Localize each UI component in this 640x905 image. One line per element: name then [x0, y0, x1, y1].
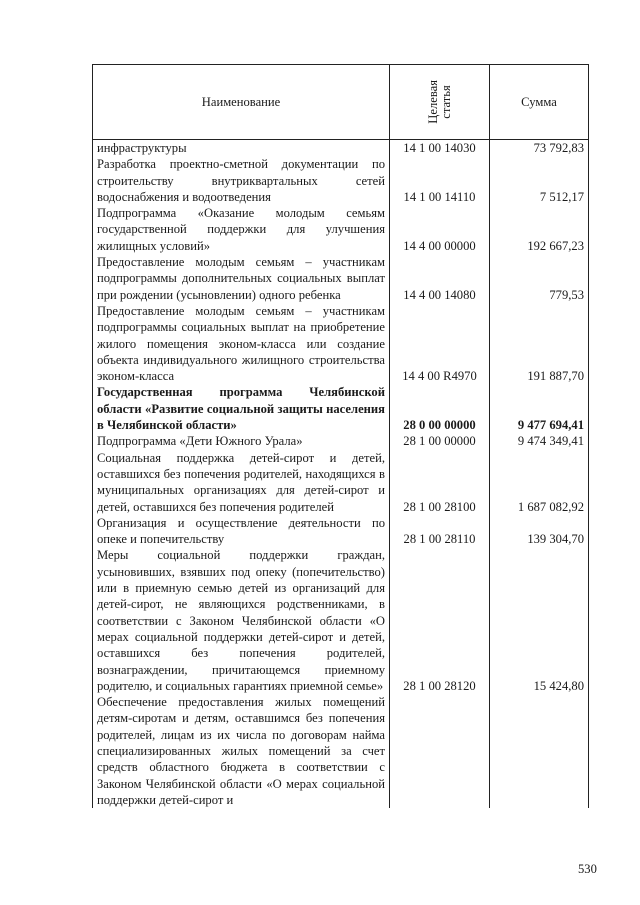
table-row [93, 254, 589, 303]
row-code-cell: 14 1 00 14110 [390, 156, 490, 205]
row-code-cell: 14 4 00 00000 [390, 205, 490, 254]
row-code-cell: 14 4 00 14080 [390, 254, 490, 303]
row-sum-cell: 139 304,70 [490, 515, 589, 548]
row-code-cell: 28 1 00 28100 [390, 450, 490, 515]
row-sum-cell: 191 887,70 [490, 303, 589, 384]
table-row [93, 547, 589, 694]
table-row [93, 303, 589, 384]
row-name-cell: Государственная программа Челябинской области «Развитие социальной защиты населения в Челябинской области» [93, 384, 390, 433]
row-name-cell: Обеспечение предоставления жилых помещений детям-сиротам и детям, оставшимся без попечения родителей, лицам из их числа по договорам найма специализированных жилых помещений за счет средств областного бюджета в соответствии с Законом Челябинской области «О мерах социальной поддержки детей-сирот и [93, 694, 390, 808]
row-sum-cell: 9 477 694,41 [490, 384, 589, 433]
header-sum: Сумма [490, 65, 589, 140]
row-code-cell: 28 1 00 28110 [390, 515, 490, 548]
table-row [93, 433, 589, 449]
row-sum-cell: 73 792,83 [490, 140, 589, 157]
row-name-cell: Подпрограмма «Оказание молодым семьям государственной поддержки для улучшения жилищных условий» [93, 205, 390, 254]
row-code-cell [390, 694, 490, 808]
row-code-cell: 28 0 00 00000 [390, 384, 490, 433]
header-code [390, 65, 490, 140]
table-row [93, 205, 589, 254]
row-name-cell: Социальная поддержка детей-сирот и детей, оставшихся без попечения родителей, находящихся в муниципальных организациях для детей-сирот и детей, оставшихся без попечения родителей [93, 450, 390, 515]
budget-table [92, 64, 589, 808]
row-code-cell: 14 4 00 R4970 [390, 303, 490, 384]
row-sum-cell: 9 474 349,41 [490, 433, 589, 449]
table-row [93, 694, 589, 808]
row-name-cell: Меры социальной поддержки граждан, усыновивших, взявших под опеку (попечительство) или в приемную семью детей из организаций для детей-сирот, не являющихся родственниками, в соответствии с Законом Челябинской области «О мерах социальной поддержки детей-сирот и детей, оставшихся без попечения родителей, вознаграждении, причитающемся приемному родителю, и социальных гарантиях приемной семье» [93, 547, 390, 694]
table-row [93, 384, 589, 433]
row-sum-cell: 15 424,80 [490, 547, 589, 694]
header-code-label: Целевая статья [425, 80, 453, 124]
row-name-cell: Подпрограмма «Дети Южного Урала» [93, 433, 390, 449]
row-sum-cell: 7 512,17 [490, 156, 589, 205]
row-name-cell: Предоставление молодым семьям – участникам подпрограммы социальных выплат на приобретение жилого помещения эконом-класса или создание объекта индивидуального жилищного строительства эконом-класса [93, 303, 390, 384]
page-number: 530 [578, 862, 597, 876]
row-code-cell: 14 1 00 14030 [390, 140, 490, 157]
header-name: Наименование [93, 65, 390, 140]
row-name-cell: Организация и осуществление деятельности по опеке и попечительству [93, 515, 390, 548]
table-row [93, 450, 589, 515]
row-code-cell: 28 1 00 28120 [390, 547, 490, 694]
table-row [93, 156, 589, 205]
row-name-cell: инфраструктуры [93, 140, 390, 157]
table-row [93, 515, 589, 548]
row-name-cell: Разработка проектно-сметной документации по строительству внутриквартальных сетей водоснабжения и водоотведения [93, 156, 390, 205]
table-row [93, 140, 589, 157]
table-header-row [93, 65, 589, 140]
row-sum-cell [490, 694, 589, 808]
row-code-cell: 28 1 00 00000 [390, 433, 490, 449]
row-name-cell: Предоставление молодым семьям – участникам подпрограммы дополнительных социальных выплат при рождении (усыновлении) одного ребенка [93, 254, 390, 303]
row-sum-cell: 779,53 [490, 254, 589, 303]
row-sum-cell: 192 667,23 [490, 205, 589, 254]
table-body [93, 140, 589, 809]
row-sum-cell: 1 687 082,92 [490, 450, 589, 515]
